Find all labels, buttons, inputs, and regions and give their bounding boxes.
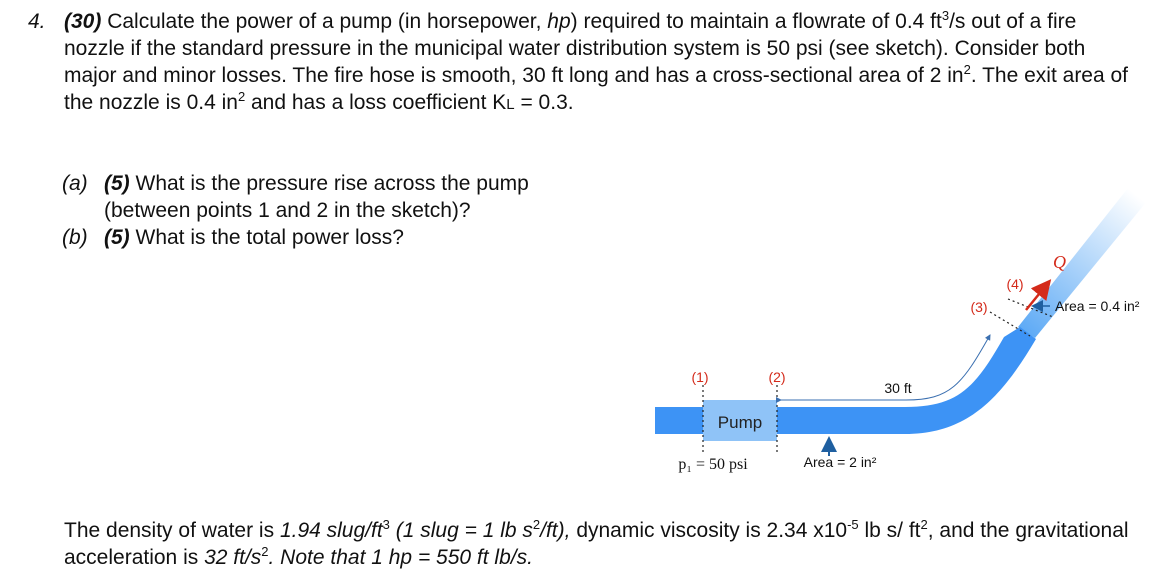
sub-question-text: What is the total power loss? <box>129 226 404 249</box>
hp-term: hp <box>547 10 571 33</box>
problem-points: (30) <box>64 10 102 33</box>
sub-question-text: (between points 1 and 2 in the sketch)? <box>104 199 471 222</box>
superscript: 2 <box>532 517 541 532</box>
superscript: 3 <box>382 517 390 532</box>
water-jet <box>1018 188 1148 338</box>
constants-text: . Note that 1 hp = 550 ft lb/s. <box>268 546 533 569</box>
statement-text: and has a loss coefficient K <box>245 91 507 114</box>
hose-area-label: Area = 2 in² <box>803 454 877 470</box>
sub-question-text: What is the pressure rise across the pump <box>129 172 529 195</box>
constants-text: 1.94 slug/ft <box>279 519 383 542</box>
superscript: 3 <box>941 8 950 23</box>
point-3-label: (3) <box>970 299 988 315</box>
statement-text: . The exit area of the nozzle is 0.4 in <box>64 64 1129 114</box>
constants-text: lb s/ ft <box>858 519 921 542</box>
point-4-label: (4) <box>1006 276 1024 292</box>
problem-number: 4. <box>28 10 46 33</box>
constants-text: The density of water is <box>64 519 280 542</box>
nozzle-area-label: Area = 0.4 in² <box>1055 298 1140 314</box>
statement-text: = 0.3. <box>514 91 574 114</box>
constants-text: 32 ft/s <box>204 546 262 569</box>
hose-length-label: 30 ft <box>884 380 912 396</box>
statement-text: Calculate the power of a pump (in horsepower, <box>107 10 548 33</box>
pressure-label: p₁ = 50 psi <box>678 456 748 473</box>
statement-text: /s out of a fire nozzle if the standard pressure in the municipal water distribution system is 50 psi (see sketch). Consider both major and minor losses. The fire hose is smooth, 30 ft long and has a cross-sectional area of 2 in <box>64 10 1086 87</box>
point-2-label: (2) <box>768 369 786 385</box>
pump-label: Pump <box>717 413 763 432</box>
sub-question-points: (5) <box>104 226 130 249</box>
sub-question-label: (b) <box>62 226 88 249</box>
superscript: 2 <box>920 517 928 532</box>
sub-question-points: (5) <box>104 172 130 195</box>
constants-text: /ft), <box>540 519 577 542</box>
point-1-label: (1) <box>691 369 709 385</box>
flow-symbol: Q <box>1053 252 1066 272</box>
superscript: 2 <box>237 89 246 104</box>
superscript: 2 <box>963 62 971 77</box>
subscript: L <box>506 96 515 113</box>
constants-text: , and the gravitational acceleration is <box>64 519 1129 569</box>
constants-text: (1 slug = 1 lb s <box>389 519 533 542</box>
superscript: -5 <box>847 517 859 532</box>
hose-bend <box>905 327 1036 434</box>
hose <box>655 407 910 434</box>
constants-paragraph <box>64 517 1144 571</box>
sub-question-label: (a) <box>62 172 88 195</box>
statement-text: ) required to maintain a flowrate of 0.4 ft <box>570 10 942 33</box>
superscript: 2 <box>261 544 269 559</box>
constants-text: dynamic viscosity is 2.34 x10 <box>576 519 848 542</box>
